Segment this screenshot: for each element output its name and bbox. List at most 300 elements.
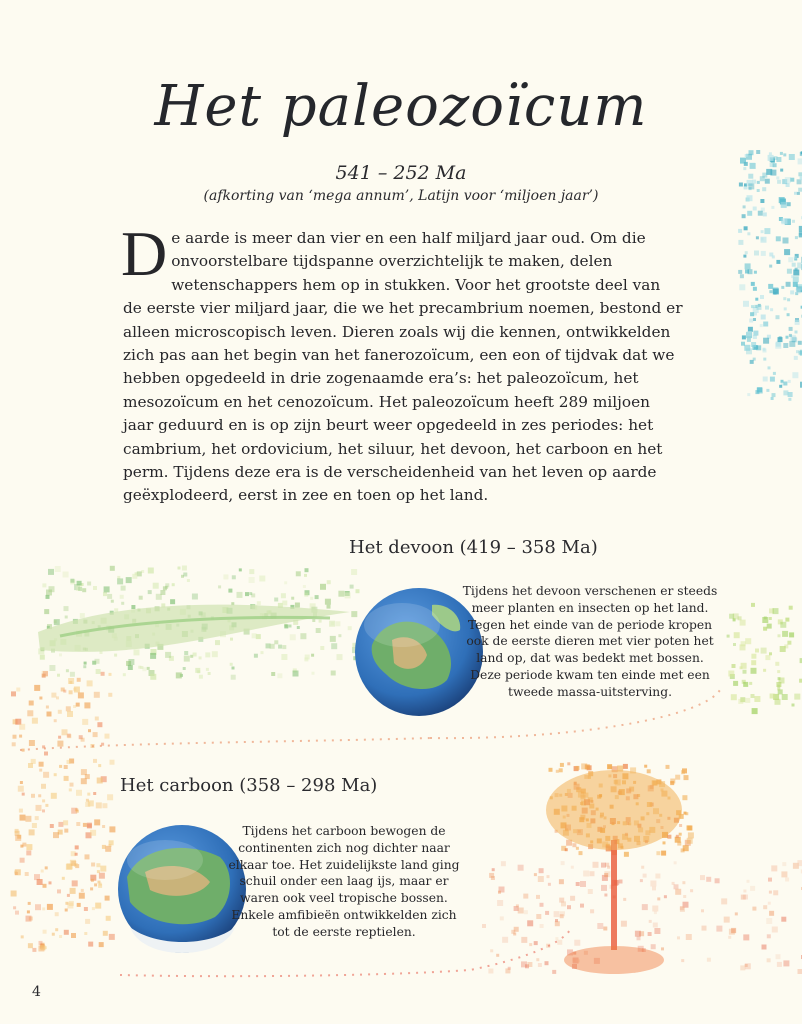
decor-pixel (150, 653, 156, 659)
decor-pixel (559, 768, 563, 772)
decor-pixel (776, 260, 780, 264)
decor-pixel (15, 829, 19, 833)
decor-pixel (763, 358, 766, 361)
decor-pixel (590, 909, 594, 913)
decor-pixel (277, 673, 282, 678)
decor-pixel (780, 152, 783, 155)
decor-pixel (513, 933, 516, 936)
decor-pixel (11, 691, 16, 696)
decor-pixel (534, 873, 537, 876)
decor-pixel (92, 907, 95, 910)
decor-pixel (120, 595, 124, 599)
decor-pixel (65, 909, 68, 912)
decor-pixel (28, 943, 33, 948)
decor-pixel (266, 643, 271, 648)
decor-pixel (184, 656, 190, 662)
decor-pixel (99, 873, 105, 879)
carboon-heading: Het carboon (358 – 298 Ma) (120, 775, 378, 796)
decor-pixel (51, 693, 56, 698)
decor-pixel (755, 649, 759, 653)
decor-pixel (743, 670, 747, 674)
decor-pixel (740, 666, 743, 669)
decor-pixel (55, 566, 61, 572)
decor-pixel (182, 566, 187, 571)
decor-pixel (677, 936, 680, 939)
decor-pixel (66, 706, 71, 711)
decor-pixel (39, 941, 43, 945)
decor-pixel (764, 616, 767, 619)
decor-pixel (327, 605, 331, 609)
decor-pixel (769, 253, 773, 257)
decor-pixel (789, 632, 794, 637)
decor-pixel (687, 825, 692, 830)
decor-pixel (677, 842, 681, 846)
decor-pixel (741, 342, 745, 346)
decor-pixel (540, 903, 544, 907)
decor-pixel (583, 871, 589, 877)
decor-pixel (153, 583, 159, 589)
decor-pixel (55, 928, 58, 931)
decor-pixel (46, 706, 49, 709)
decor-pixel (763, 349, 767, 353)
decor-pixel (565, 848, 568, 851)
decor-pixel (576, 882, 580, 886)
decor-pixel (54, 719, 57, 722)
decor-pixel (42, 809, 45, 812)
decor-pixel (729, 614, 734, 619)
decor-pixel (701, 909, 704, 912)
decor-pixel (165, 652, 171, 658)
decor-pixel (19, 735, 22, 738)
decor-pixel (80, 613, 85, 618)
decor-pixel (750, 312, 754, 316)
decor-pixel (777, 687, 780, 690)
decor-pixel (772, 393, 776, 397)
decor-pixel (700, 875, 705, 880)
decor-pixel (128, 659, 134, 665)
decor-pixel (88, 729, 91, 732)
page-title: Het paleozoïcum (154, 74, 648, 139)
decor-pixel (789, 341, 795, 347)
decor-pixel (282, 601, 287, 606)
decor-pixel (776, 954, 781, 959)
decor-pixel (281, 654, 287, 660)
decor-pixel (315, 595, 319, 599)
decor-pixel (547, 875, 550, 878)
decor-pixel (310, 597, 313, 600)
decor-pixel (491, 876, 495, 880)
decor-pixel (70, 672, 75, 677)
decor-pixel (559, 879, 564, 884)
decor-pixel (780, 646, 786, 652)
decor-pixel (758, 211, 763, 216)
decor-pixel (49, 881, 52, 884)
decor-pixel (117, 578, 123, 584)
decor-pixel (109, 934, 115, 940)
decor-pixel (742, 335, 746, 339)
decor-pixel (521, 937, 527, 943)
decor-pixel (325, 599, 331, 605)
decor-pixel (744, 226, 748, 230)
decor-pixel (765, 655, 770, 660)
decor-pixel (597, 923, 603, 929)
decor-pixel (215, 640, 220, 645)
decor-pixel (249, 592, 252, 595)
decor-pixel (281, 593, 286, 598)
decor-pixel (496, 954, 499, 957)
decor-pixel (85, 919, 90, 924)
decor-pixel (337, 654, 343, 660)
decor-pixel (771, 206, 774, 209)
decor-pixel (788, 257, 793, 262)
decor-pixel (652, 886, 656, 890)
decor-pixel (501, 861, 506, 866)
decor-pixel (90, 887, 93, 890)
decor-pixel (303, 585, 306, 588)
decor-pixel (773, 890, 778, 895)
decor-pixel (664, 895, 667, 898)
decor-pixel (66, 669, 69, 672)
decor-pixel (305, 655, 310, 660)
decor-pixel (81, 889, 84, 892)
decor-pixel (624, 852, 629, 857)
decor-pixel (40, 655, 45, 660)
decor-pixel (734, 632, 740, 638)
decor-pixel (82, 588, 86, 592)
decor-pixel (290, 634, 296, 640)
decor-pixel (682, 881, 685, 884)
decor-pixel (39, 769, 42, 772)
decor-pixel (26, 844, 32, 850)
decor-pixel (549, 768, 553, 772)
decor-pixel (545, 911, 549, 915)
decor-pixel (754, 251, 759, 256)
decor-pixel (49, 665, 55, 671)
decor-pixel (555, 937, 558, 940)
decor-pixel (769, 891, 772, 894)
decor-pixel (762, 945, 767, 950)
decor-pixel (223, 574, 228, 579)
decor-pixel (83, 823, 87, 827)
decor-pixel (98, 764, 101, 767)
decor-pixel (747, 338, 751, 342)
decor-pixel (753, 287, 757, 291)
decor-pixel (82, 719, 88, 725)
decor-pixel (756, 236, 759, 239)
decor-pixel (75, 808, 78, 811)
decor-pixel (518, 865, 524, 871)
decor-pixel (46, 595, 50, 599)
decor-pixel (572, 843, 576, 847)
decor-pixel (794, 694, 800, 700)
decor-pixel (783, 238, 789, 244)
decor-pixel (28, 763, 33, 768)
decor-pixel (780, 622, 786, 628)
decor-pixel (15, 835, 21, 841)
decor-pixel (77, 678, 81, 682)
decor-pixel (763, 377, 768, 382)
decor-pixel (793, 282, 798, 287)
tree-illustration (546, 770, 682, 974)
decor-pixel (706, 877, 711, 882)
decor-pixel (199, 656, 202, 659)
decor-pixel (789, 606, 793, 610)
decor-pixel (91, 863, 95, 867)
decor-pixel (39, 697, 42, 700)
decor-pixel (54, 620, 57, 623)
decor-pixel (635, 931, 641, 937)
decor-pixel (103, 931, 108, 936)
decor-pixel (683, 895, 686, 898)
decor-pixel (293, 671, 299, 677)
decor-pixel (91, 879, 94, 882)
decor-pixel (108, 693, 112, 697)
decor-pixel (84, 662, 87, 665)
decor-pixel (763, 905, 767, 909)
decor-pixel (15, 911, 19, 915)
decor-pixel (783, 382, 787, 386)
decor-pixel (760, 324, 763, 327)
decor-pixel (785, 878, 789, 882)
decor-pixel (57, 889, 61, 893)
drop-cap: D (121, 218, 168, 289)
decor-pixel (753, 318, 756, 321)
decor-pixel (228, 589, 232, 593)
decor-pixel (742, 214, 746, 218)
intro-paragraph (121, 218, 683, 508)
decor-pixel (534, 941, 538, 945)
decor-pixel (231, 675, 236, 680)
decor-pixel (87, 582, 91, 586)
decor-pixel (792, 704, 795, 707)
decor-pixel (754, 313, 757, 316)
decor-pixel (744, 345, 750, 351)
decor-pixel (536, 895, 540, 899)
decor-pixel (745, 638, 751, 644)
decor-pixel (49, 586, 55, 592)
decor-pixel (763, 212, 767, 216)
decor-pixel (26, 850, 31, 855)
decor-pixel (12, 742, 16, 746)
decor-pixel (304, 593, 308, 597)
decor-pixel (274, 640, 278, 644)
decor-pixel (284, 624, 288, 628)
decor-pixel (52, 933, 55, 936)
decor-pixel (767, 934, 771, 938)
decor-pixel (733, 618, 736, 621)
decor-pixel (67, 760, 71, 764)
decor-pixel (623, 898, 626, 901)
decor-pixel (140, 666, 143, 669)
decor-pixel (102, 845, 106, 849)
decor-pixel (206, 668, 209, 671)
decor-pixel (88, 942, 93, 947)
decor-pixel (67, 894, 70, 897)
decor-pixel (249, 569, 254, 574)
decor-pixel (61, 688, 65, 692)
decor-pixel (165, 586, 168, 589)
decor-pixel (497, 900, 503, 906)
decor-pixel (751, 342, 756, 347)
devoon-heading: Het devoon (419 – 358 Ma) (349, 537, 598, 558)
decor-pixel (81, 738, 85, 742)
decor-pixel (536, 914, 541, 919)
decor-pixel (760, 295, 764, 299)
decor-pixel (100, 866, 106, 872)
decor-pixel (567, 762, 570, 765)
decor-pixel (753, 331, 758, 336)
decor-pixel (76, 790, 82, 796)
decor-pixel (79, 893, 85, 899)
carboon-text: Tijdens het carboon bewogen de continenten zich nog dichter naar elkaar toe. Het zuidelijkste land ging schuil onder een laag ijs, maar er waren ook veel tropische bossen. Enkele amfibieën ontwikkelden zich tot de eerste reptielen. (228, 824, 460, 939)
decor-pixel (655, 874, 660, 879)
intro-text: e aarde is meer dan vier en een half miljard jaar oud. Om die onvoorstelbare tijdspanne overzichtelijk te maken, delen wetenschappers hem op in stukken. Voor het grootste deel van de eerste vier miljard jaar, die we het precambrium noemen, bestond er alleen microscopisch leven. Dieren zoals wij die kennen, ontwikkelden zich pas aan het begin van het fanerozoïcum, een eon of tijdvak dat we hebben opgedeeld in drie zogenaamde era’s: het paleozoïcum, het mesozoïcum en het cenozoïcum. Het paleozoïcum heeft 289 miljoen jaar geduurd en is op zijn beurt weer opgedeeld in zes periodes: het cambrium, het ordovicium, het siluur, het devoon, het carboon en het perm. Tijdens deze era is de verscheidenheid van het leven op aarde geëxplodeerd, eerst in zee en toen op het land. (123, 229, 683, 505)
decor-pixel (42, 671, 48, 677)
decor-pixel (580, 904, 584, 908)
decor-pixel (93, 759, 97, 763)
decor-pixel (21, 935, 24, 938)
decor-pixel (132, 574, 137, 579)
decor-pixel (176, 672, 182, 678)
decor-pixel (289, 625, 292, 628)
decor-pixel (312, 619, 315, 622)
decor-pixel (43, 772, 49, 778)
decor-pixel (94, 883, 97, 886)
decor-pixel (57, 674, 60, 677)
decor-pixel (291, 597, 294, 600)
decor-pixel (239, 568, 242, 571)
decor-pixel (769, 652, 772, 655)
decor-pixel (649, 920, 652, 923)
decor-pixel (62, 729, 68, 735)
decor-pixel (38, 794, 41, 797)
decor-pixel (56, 696, 59, 699)
decor-pixel (576, 847, 579, 850)
decor-pixel (95, 659, 100, 664)
decor-pixel (653, 923, 658, 928)
decor-pixel (782, 694, 788, 700)
decor-pixel (763, 669, 766, 672)
decor-pixel (745, 963, 751, 969)
decor-pixel (674, 861, 677, 864)
decor-pixel (781, 286, 784, 289)
decor-pixel (761, 251, 766, 256)
decor-pixel (96, 863, 100, 867)
decor-pixel (43, 930, 47, 934)
decor-pixel (788, 392, 793, 397)
decor-pixel (502, 937, 508, 943)
decor-pixel (779, 385, 782, 388)
decor-pixel (85, 854, 90, 859)
decor-pixel (312, 672, 315, 675)
decor-pixel (768, 155, 774, 161)
decor-pixel (11, 891, 17, 897)
decor-pixel (42, 583, 46, 587)
decor-pixel (65, 902, 68, 905)
decor-pixel (44, 946, 47, 949)
decor-pixel (500, 916, 504, 920)
decor-pixel (763, 338, 769, 344)
decor-pixel (724, 917, 730, 923)
decor-pixel (740, 274, 744, 278)
decor-pixel (31, 794, 35, 798)
decor-pixel (252, 633, 257, 638)
decor-pixel (738, 699, 743, 704)
page-number: 4 (32, 984, 41, 1000)
decor-pixel (641, 866, 644, 869)
decor-pixel (798, 969, 802, 974)
decor-pixel (148, 568, 154, 574)
decor-pixel (94, 819, 100, 825)
decor-pixel (798, 341, 802, 345)
decor-pixel (768, 366, 771, 369)
decor-pixel (552, 970, 556, 974)
decor-pixel (755, 390, 759, 394)
decor-pixel (752, 708, 758, 714)
decor-pixel (45, 866, 48, 869)
decor-pixel (740, 965, 745, 970)
decor-pixel (623, 764, 628, 769)
decor-pixel (278, 645, 282, 649)
decor-pixel (745, 154, 748, 157)
decor-pixel (212, 651, 218, 657)
decor-pixel (351, 569, 357, 575)
decor-pixel (104, 586, 110, 592)
decor-pixel (784, 307, 787, 310)
decor-pixel (761, 237, 767, 243)
decor-pixel (603, 927, 607, 931)
decor-pixel (574, 940, 580, 946)
decor-pixel (794, 256, 797, 259)
decor-pixel (69, 690, 73, 694)
decor-pixel (335, 621, 340, 626)
decor-pixel (787, 298, 790, 301)
decor-pixel (95, 717, 99, 721)
decor-pixel (44, 752, 48, 756)
decor-pixel (63, 572, 69, 578)
decor-pixel (295, 603, 300, 608)
decor-pixel (35, 904, 41, 910)
decor-pixel (763, 627, 767, 631)
decor-pixel (749, 682, 752, 685)
decor-pixel (109, 673, 112, 676)
decor-pixel (728, 936, 731, 939)
decor-pixel (131, 605, 135, 609)
decor-pixel (54, 773, 57, 776)
decor-pixel (98, 881, 101, 884)
era-range: 541 – 252 Ma (335, 162, 467, 184)
decor-pixel (776, 236, 781, 241)
decor-pixel (647, 769, 651, 773)
decor-pixel (65, 616, 68, 619)
decor-pixel (14, 871, 17, 874)
decor-pixel (789, 154, 795, 160)
decor-pixel (102, 825, 105, 828)
decor-pixel (27, 710, 33, 716)
decor-pixel (787, 641, 791, 645)
decor-pixel (316, 628, 321, 633)
decor-pixel (99, 942, 104, 947)
decor-pixel (590, 871, 595, 876)
decor-pixel (743, 255, 746, 258)
decor-pixel (523, 894, 528, 899)
decor-pixel (69, 901, 74, 906)
decor-pixel (749, 319, 753, 323)
decor-pixel (657, 897, 660, 900)
decor-pixel (792, 263, 796, 267)
decor-pixel (751, 660, 756, 665)
decor-pixel (70, 579, 74, 583)
